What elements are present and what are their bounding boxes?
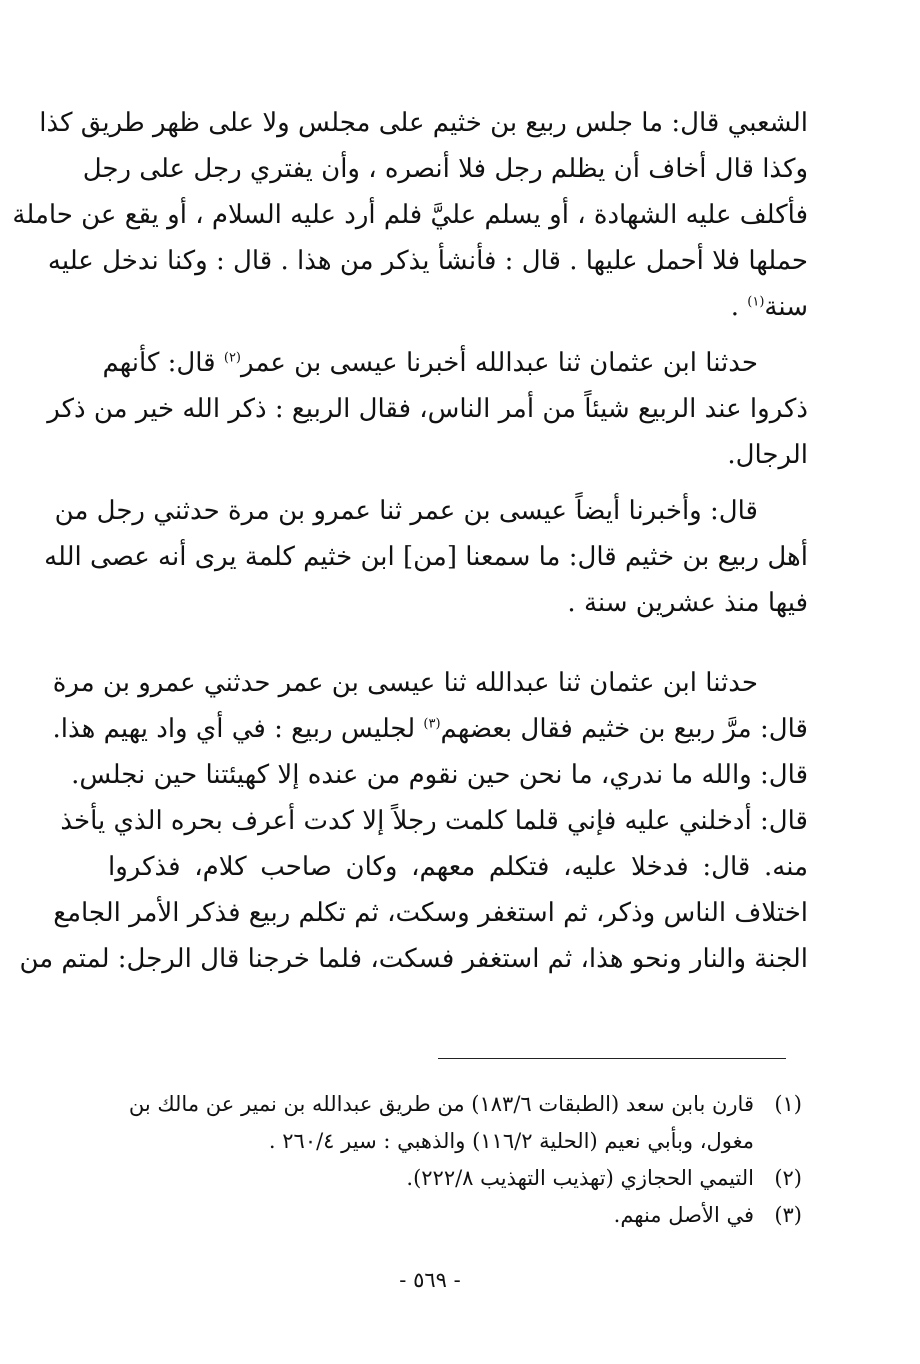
text-line: الرجال. — [727, 440, 808, 470]
text-line: قال: والله ما ندري، ما نحن حين نقوم من عنده إلا كهيئتنا حين نجلس. — [71, 760, 808, 790]
text-line: قال: أدخلني عليه فإني قلما كلمت رجلاً إلا كدت أعرف بحره الذي يأخذ — [60, 806, 808, 836]
text-line: الشعبي قال: ما جلس ربيع بن خثيم على مجلس ولا على ظهر طريق كذا — [39, 108, 808, 138]
footnote-line — [102, 1197, 802, 1234]
footnote-number: (١) — [774, 1092, 802, 1116]
page-number: - ٥٦٩ - — [399, 1268, 461, 1292]
text-line — [102, 340, 808, 386]
footnote-number: (٣) — [774, 1203, 802, 1227]
text-line: أهل ربيع بن خثيم قال: ما سمعنا [من] ابن خثيم كلمة يرى أنه عصى الله — [44, 542, 808, 572]
text-line: الجنة والنار ونحو هذا، ثم استغفر فسكت، فلما خرجنا قال الرجل: لمتم من — [19, 944, 808, 974]
footnote-ref-3: (٣) — [423, 716, 441, 732]
text-line: منه. قال: فدخلا عليه، فتكلم معهم، وكان صاحب كلام، فذكروا — [108, 852, 808, 882]
text-line: فأكلف عليه الشهادة ، أو يسلم عليَّ فلم أرد عليه السلام ، أو يقع عن حاملة — [12, 200, 808, 230]
paragraph-1 — [12, 100, 808, 330]
footnote-line — [102, 1160, 802, 1197]
text-line: ذكروا عند الربيع شيئاً من أمر الناس، فقال الربيع : ذكر الله خير من ذكر — [47, 394, 808, 424]
footnote-text: قارن بابن سعد (الطبقات ١٨٣/٦) من طريق عبدالله بن نمير عن مالك بن — [128, 1092, 754, 1116]
text-fragment: . — [730, 292, 748, 322]
paragraph-3 — [44, 488, 808, 626]
footnote-1 — [102, 1086, 802, 1160]
footnote-2 — [102, 1160, 802, 1197]
text-fragment: قال: مرَّ ربيع بن خثيم فقال بعضهم — [440, 714, 808, 744]
text-line: فيها منذ عشرين سنة . — [567, 588, 808, 618]
footnote-text: التيمي الحجازي (تهذيب التهذيب ٢٢٢/٨). — [406, 1166, 754, 1190]
paragraph-2 — [47, 340, 808, 478]
footnote-line — [102, 1086, 802, 1123]
footnotes — [102, 1086, 802, 1234]
text-fragment: حدثنا ابن عثمان ثنا عبدالله أخبرنا عيسى بن عمر — [241, 348, 758, 378]
footnote-3 — [102, 1197, 802, 1234]
footnote-line: مغول، وبأبي نعيم (الحلية ١١٦/٢) والذهبي : سير ٢٦٠/٤ . — [268, 1129, 754, 1153]
main-text — [12, 100, 808, 982]
text-fragment: لجليس ربيع : في أي واد يهيم هذا. — [52, 714, 424, 744]
footnote-text: في الأصل منهم. — [613, 1203, 754, 1227]
footnote-divider — [438, 1058, 786, 1059]
paragraph-4 — [19, 660, 808, 982]
text-line: حدثنا ابن عثمان ثنا عبدالله ثنا عيسى بن عمر حدثني عمرو بن مرة — [52, 668, 758, 698]
text-line: اختلاف الناس وذكر، ثم استغفر وسكت، ثم تكلم ربيع فذكر الأمر الجامع — [53, 898, 808, 928]
text-line — [108, 284, 808, 330]
footnote-ref-1: (١) — [747, 294, 765, 310]
footnote-number: (٢) — [774, 1166, 802, 1190]
text-fragment: قال: كأنهم — [102, 348, 224, 378]
text-line — [52, 706, 808, 752]
text-line: قال: وأخبرنا أيضاً عيسى بن عمر ثنا عمرو بن مرة حدثني رجل من — [54, 496, 758, 526]
footnote-ref-2: (٢) — [223, 350, 241, 366]
text-line: حملها فلا أحمل عليها . قال : فأنشأ يذكر من هذا . قال : وكنا ندخل عليه — [47, 246, 808, 276]
text-fragment: سنة — [764, 292, 808, 322]
text-line: وكذا قال أخاف أن يظلم رجل فلا أنصره ، وأن يفتري رجل على رجل — [82, 154, 808, 184]
